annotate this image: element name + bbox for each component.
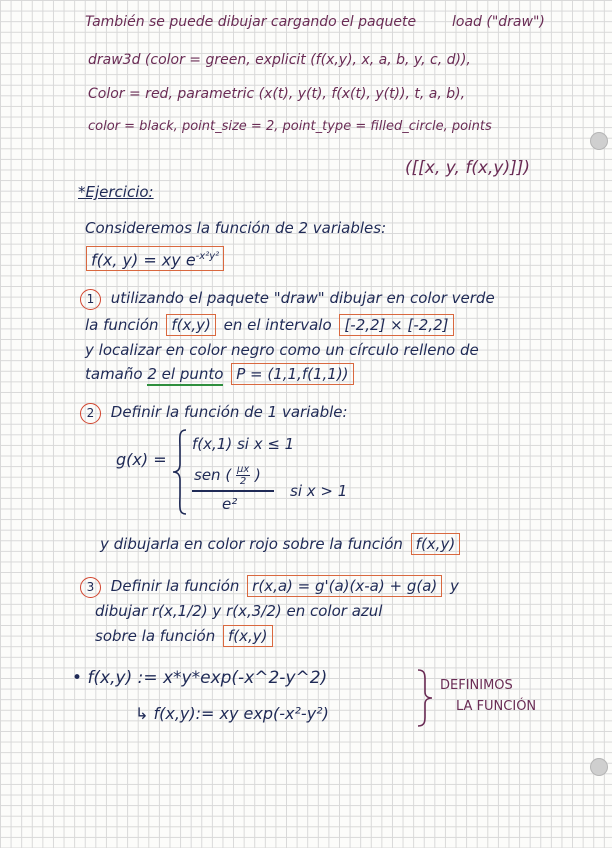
item3-tangent-box: r(x,a) = g'(a)(x-a) + g(a) bbox=[247, 575, 442, 597]
note-line-1-load: load ("draw") bbox=[452, 14, 545, 30]
definition-math-line bbox=[135, 704, 329, 724]
item1-line2 bbox=[85, 314, 457, 336]
item1-point-box: P = (1,1,f(1,1)) bbox=[231, 363, 353, 385]
binder-hole-bottom bbox=[590, 758, 608, 776]
note-line-4: color = black, point_size = 2, point_type = filled_circle, points bbox=[88, 119, 492, 134]
item3-function-box: f(x,y) bbox=[223, 625, 273, 647]
item2-last-text: y dibujarla en color rojo sobre la función bbox=[100, 535, 403, 553]
g-label: g(x) = bbox=[116, 450, 167, 469]
g-case2-denominator: e² bbox=[222, 495, 238, 513]
g-case2-suffix: ) bbox=[255, 466, 261, 484]
note-line-1 bbox=[85, 12, 416, 32]
definition-bullet: • bbox=[72, 668, 83, 688]
definition-code-line bbox=[72, 668, 327, 688]
piecewise-brace bbox=[172, 428, 188, 516]
item2-line1-text: Definir la función de 1 variable: bbox=[110, 403, 348, 421]
item1-line2-a: la función bbox=[85, 316, 159, 334]
item2-function-box: f(x,y) bbox=[411, 533, 461, 555]
item1-line4-a: tamaño bbox=[85, 365, 143, 383]
definition-brace bbox=[416, 668, 434, 728]
item3-line2: dibujar r(x,1/2) y r(x,3/2) en color azul bbox=[95, 602, 383, 620]
item3-line1-b: y bbox=[450, 577, 459, 595]
binder-hole-top bbox=[590, 132, 608, 150]
item1-line4 bbox=[85, 363, 357, 385]
g-case2-inner-num: μx bbox=[236, 464, 250, 475]
item1-line2-b: en el intervalo bbox=[223, 316, 332, 334]
item1-function-box: f(x,y) bbox=[166, 314, 216, 336]
note-line-1-text: También se puede dibujar cargando el paquete bbox=[85, 14, 417, 30]
item3-line3-a: sobre la función bbox=[95, 627, 216, 645]
function-definition-box bbox=[83, 246, 227, 271]
item1-line3: y localizar en color negro como un círculo relleno de bbox=[85, 341, 479, 359]
g-case2-fraction-bar bbox=[192, 490, 274, 492]
definition-code: f(x,y) := x*y*exp(-x^2-y^2) bbox=[87, 668, 328, 688]
exercise-intro: Consideremos la función de 2 variables: bbox=[85, 219, 387, 237]
item2-last-line bbox=[100, 533, 463, 555]
item1-underlined-point: 2 el punto bbox=[147, 365, 223, 386]
definition-math: f(x,y):= xy exp(-x²-y²) bbox=[153, 704, 329, 723]
item1-line1-text: utilizando el paquete "draw" dibujar en color verde bbox=[110, 289, 495, 307]
function-definition-base: f(x, y) = xy e bbox=[91, 250, 196, 270]
item1-interval-box: [-2,2] × [-2,2] bbox=[339, 314, 453, 336]
g-case2-condition: si x > 1 bbox=[290, 482, 348, 500]
exercise-heading: *Ejercicio: bbox=[78, 183, 154, 201]
item3-line1-a: Definir la función bbox=[110, 577, 240, 595]
item3-line1 bbox=[80, 575, 459, 598]
definition-note-line2: LA FUNCIÓN bbox=[456, 699, 537, 714]
g-case2-inner-fraction bbox=[236, 464, 250, 487]
item1-number: 1 bbox=[80, 289, 101, 310]
g-case1: f(x,1) si x ≤ 1 bbox=[192, 435, 295, 453]
g-case2-prefix: sen ( bbox=[194, 466, 232, 484]
note-line-2: draw3d (color = green, explicit (f(x,y), x, a, b, y, c, d)), bbox=[88, 52, 471, 68]
item2-number: 2 bbox=[80, 403, 101, 424]
g-case2-inner-den: 2 bbox=[239, 476, 247, 487]
definition-note-line1: DEFINIMOS bbox=[440, 678, 513, 693]
function-definition-exponent: -x²y² bbox=[195, 251, 220, 262]
g-case2-numerator bbox=[194, 464, 261, 487]
note-line-5: ([[x, y, f(x,y)]]) bbox=[405, 158, 530, 178]
item3-line3 bbox=[95, 625, 276, 647]
function-definition bbox=[86, 246, 224, 271]
item2-line1 bbox=[80, 402, 348, 424]
note-line-3: Color = red, parametric (x(t), y(t), f(x(t), y(t)), t, a, b), bbox=[88, 86, 466, 102]
item1-line1 bbox=[80, 288, 495, 310]
item3-number: 3 bbox=[80, 577, 101, 598]
arrow-icon: ↳ bbox=[135, 704, 149, 723]
